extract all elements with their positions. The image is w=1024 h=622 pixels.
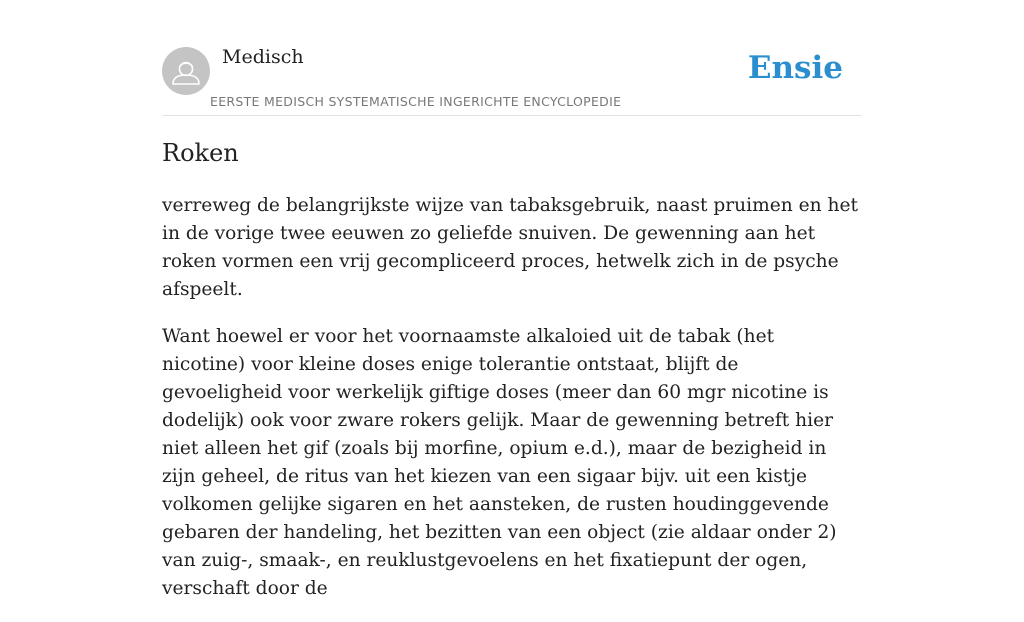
author-avatar[interactable] xyxy=(162,47,210,95)
author-name-link[interactable]: Medisch xyxy=(222,46,304,68)
article-title: Roken xyxy=(162,139,239,167)
ensie-logo-link[interactable]: Ensie xyxy=(747,50,843,86)
article-header xyxy=(162,0,862,116)
user-icon xyxy=(162,47,210,95)
article-paragraph: Want hoewel er voor het voornaamste alkaloied uit de tabak (het nicotine) voor kleine doses enige tolerantie ontstaat, blijft de gevoeligheid voor werkelijk giftige doses (meer dan 60 mgr nicotine is dodelijk) ook voor zware rokers gelijk. Maar de gewenning betreft hier niet alleen het gif (zoals bij morfine, opium e.d.), maar de bezigheid in zijn geheel, de ritus van het kiezen van een sigaar bijv. uit een kistje volkomen gelijke sigaren en het aansteken, de rusten houdinggevende gebaren der handeling, het bezitten van een object (zie aldaar onder 2) van zuig-, smaak-, en reuklustgevoelens en het fixatiepunt der ogen, verschaft door de xyxy=(162,326,837,599)
encyclopedia-subtitle: EERSTE MEDISCH SYSTEMATISCHE INGERICHTE ENCYCLOPEDIE xyxy=(210,94,622,109)
article-body xyxy=(162,192,862,622)
article-page xyxy=(162,0,862,599)
article-paragraph: verreweg de belangrijkste wijze van tabaksgebruik, naast pruimen en het in de vorige twee eeuwen zo geliefde snuiven. De gewenning aan het roken vormen een vrij gecompliceerd proces, hetwelk zich in de psyche afspeelt. xyxy=(162,195,858,300)
